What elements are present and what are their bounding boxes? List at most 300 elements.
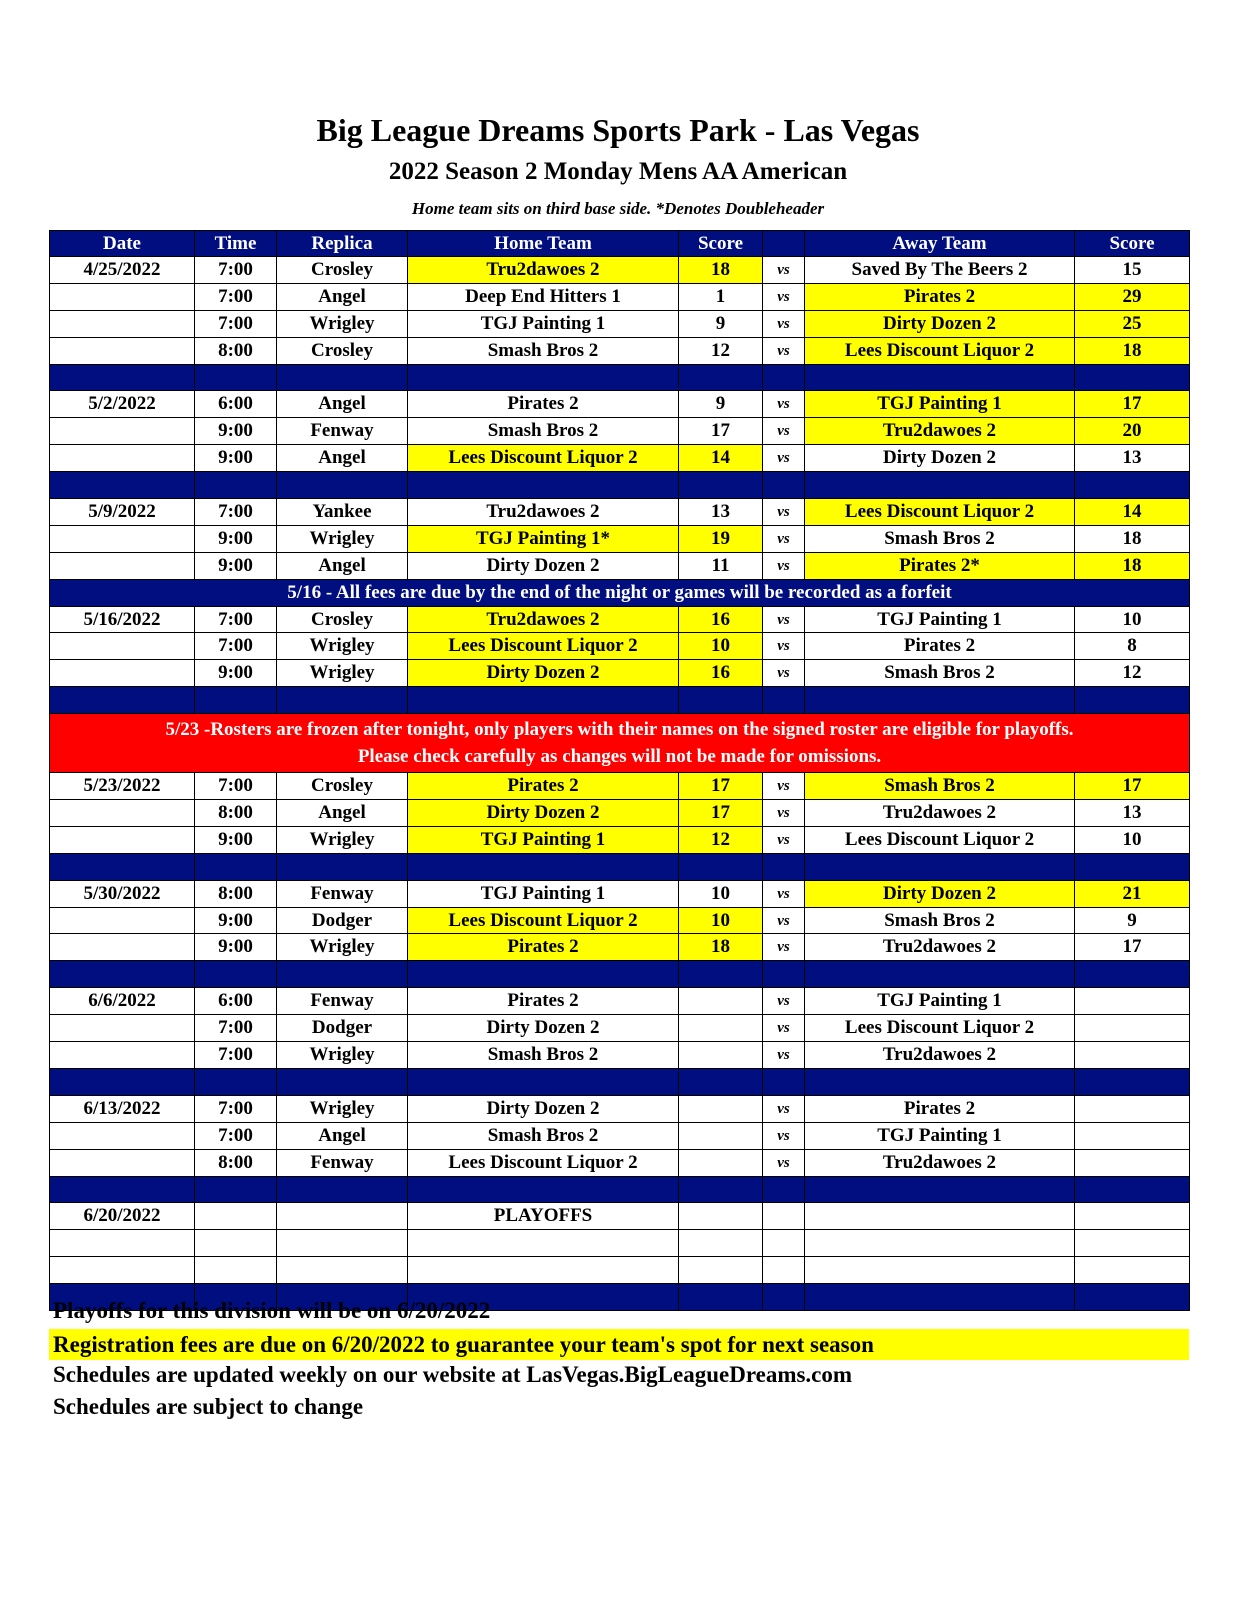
away-score-cell: 10 (1075, 826, 1190, 853)
away-score-cell (1075, 988, 1190, 1015)
time-cell: 8:00 (195, 880, 277, 907)
table-cell (408, 1068, 679, 1095)
table-cell (679, 1284, 763, 1311)
table-cell (805, 853, 1075, 880)
home-team-cell: Smash Bros 2 (408, 418, 679, 445)
vs-cell: vs (763, 418, 805, 445)
date-cell (50, 283, 195, 310)
table-cell (1075, 1257, 1190, 1284)
table-cell (679, 1257, 763, 1284)
column-header: Replica (277, 231, 408, 257)
away-score-cell: 14 (1075, 499, 1190, 526)
game-row (50, 800, 1190, 827)
away-score-cell: 17 (1075, 391, 1190, 418)
table-cell (763, 1257, 805, 1284)
home-score-cell: 17 (679, 418, 763, 445)
game-row (50, 660, 1190, 687)
home-score-cell: 18 (679, 257, 763, 284)
away-team-cell: Saved By The Beers 2 (805, 257, 1075, 284)
away-score-cell: 18 (1075, 525, 1190, 552)
away-team-cell: Pirates 2 (805, 283, 1075, 310)
game-row (50, 418, 1190, 445)
away-team-cell: TGJ Painting 1 (805, 606, 1075, 633)
home-team-cell: Smash Bros 2 (408, 337, 679, 364)
table-cell (679, 961, 763, 988)
away-score-cell: 18 (1075, 552, 1190, 579)
date-cell: 4/25/2022 (50, 257, 195, 284)
date-cell (50, 907, 195, 934)
home-team-cell: Dirty Dozen 2 (408, 1015, 679, 1042)
table-cell (277, 687, 408, 714)
time-cell: 7:00 (195, 633, 277, 660)
away-score-cell (1075, 1015, 1190, 1042)
away-team-cell: Tru2dawoes 2 (805, 418, 1075, 445)
separator-row (50, 364, 1190, 391)
away-score-cell: 15 (1075, 257, 1190, 284)
time-cell: 9:00 (195, 907, 277, 934)
column-header: Score (1075, 231, 1190, 257)
home-team-cell: Dirty Dozen 2 (408, 552, 679, 579)
vs-cell: vs (763, 606, 805, 633)
alert-message (50, 714, 1190, 773)
vs-cell: vs (763, 499, 805, 526)
table-cell (408, 1230, 679, 1257)
away-team-cell: Dirty Dozen 2 (805, 445, 1075, 472)
notice-row (50, 579, 1190, 606)
vs-cell: vs (763, 445, 805, 472)
separator-row (50, 1176, 1190, 1203)
table-cell (763, 1230, 805, 1257)
away-team-cell: Tru2dawoes 2 (805, 800, 1075, 827)
table-cell (277, 853, 408, 880)
page-note: Home team sits on third base side. *Denotes Doubleheader (411, 199, 825, 218)
empty-row (50, 1257, 1190, 1284)
away-score-cell: 17 (1075, 773, 1190, 800)
vs-cell: vs (763, 1149, 805, 1176)
table-cell (195, 853, 277, 880)
vs-cell: vs (763, 1095, 805, 1122)
date-cell (50, 310, 195, 337)
home-score-cell: 17 (679, 773, 763, 800)
date-cell (50, 1122, 195, 1149)
time-cell: 7:00 (195, 1042, 277, 1069)
away-score-cell: 20 (1075, 418, 1190, 445)
home-score-cell: 16 (679, 606, 763, 633)
game-row (50, 880, 1190, 907)
date-cell: 6/13/2022 (50, 1095, 195, 1122)
table-cell (805, 1230, 1075, 1257)
time-cell: 6:00 (195, 391, 277, 418)
game-row (50, 499, 1190, 526)
separator-row (50, 472, 1190, 499)
date-cell (50, 800, 195, 827)
table-cell (50, 1176, 195, 1203)
away-score-cell: 9 (1075, 907, 1190, 934)
date-cell (50, 552, 195, 579)
table-cell (50, 961, 195, 988)
away-team-cell: TGJ Painting 1 (805, 1122, 1075, 1149)
date-cell (50, 418, 195, 445)
footer-playoffs-note: Playoffs for this division will be on 6/20/2022 (53, 1298, 491, 1323)
time-cell: 7:00 (195, 283, 277, 310)
away-score-cell: 21 (1075, 880, 1190, 907)
field-cell (277, 1203, 408, 1230)
game-row (50, 1015, 1190, 1042)
time-cell: 9:00 (195, 660, 277, 687)
time-cell: 9:00 (195, 525, 277, 552)
date-cell: 5/9/2022 (50, 499, 195, 526)
date-cell (50, 337, 195, 364)
home-team-cell: Tru2dawoes 2 (408, 499, 679, 526)
date-cell (50, 445, 195, 472)
home-score-cell (679, 1042, 763, 1069)
table-cell (805, 364, 1075, 391)
table-cell (408, 364, 679, 391)
table-cell (1075, 1176, 1190, 1203)
home-score-cell: 11 (679, 552, 763, 579)
table-cell (1075, 1068, 1190, 1095)
field-cell: Angel (277, 800, 408, 827)
home-team-cell: Pirates 2 (408, 988, 679, 1015)
vs-cell: vs (763, 310, 805, 337)
home-score-cell: 14 (679, 445, 763, 472)
table-cell (805, 1257, 1075, 1284)
game-row (50, 552, 1190, 579)
table-header-row (50, 231, 1190, 257)
vs-cell: vs (763, 525, 805, 552)
time-cell: 9:00 (195, 418, 277, 445)
field-cell: Angel (277, 445, 408, 472)
table-cell (408, 853, 679, 880)
table-cell (50, 472, 195, 499)
time-cell: 7:00 (195, 773, 277, 800)
table-cell (763, 1284, 805, 1311)
field-cell: Angel (277, 391, 408, 418)
home-score-cell: 1 (679, 283, 763, 310)
away-team-cell: Lees Discount Liquor 2 (805, 1015, 1075, 1042)
vs-cell: vs (763, 337, 805, 364)
home-score-cell (679, 988, 763, 1015)
away-score-cell: 25 (1075, 310, 1190, 337)
game-row (50, 826, 1190, 853)
column-header: Home Team (408, 231, 679, 257)
field-cell: Fenway (277, 1149, 408, 1176)
date-cell (50, 1015, 195, 1042)
away-score-cell: 8 (1075, 633, 1190, 660)
time-cell: 8:00 (195, 1149, 277, 1176)
time-cell: 7:00 (195, 606, 277, 633)
game-row (50, 907, 1190, 934)
home-score-cell: 10 (679, 880, 763, 907)
home-score-cell: 13 (679, 499, 763, 526)
table-cell (50, 687, 195, 714)
page-title: Big League Dreams Sports Park - Las Vegas (316, 112, 920, 148)
away-team-cell: Dirty Dozen 2 (805, 880, 1075, 907)
away-team-cell: Pirates 2 (805, 1095, 1075, 1122)
column-header: Date (50, 231, 195, 257)
away-score-cell: 13 (1075, 445, 1190, 472)
table-cell (195, 1176, 277, 1203)
game-row (50, 934, 1190, 961)
table-cell (679, 472, 763, 499)
column-header: Away Team (805, 231, 1075, 257)
table-cell (763, 472, 805, 499)
table-cell (679, 687, 763, 714)
table-cell (805, 1176, 1075, 1203)
time-cell: 9:00 (195, 552, 277, 579)
home-team-cell: Dirty Dozen 2 (408, 660, 679, 687)
away-team-cell: Dirty Dozen 2 (805, 310, 1075, 337)
home-score-cell: 10 (679, 633, 763, 660)
table-cell (805, 1284, 1075, 1311)
time-cell: 7:00 (195, 1095, 277, 1122)
away-score-cell: 13 (1075, 800, 1190, 827)
empty-row (50, 1230, 1190, 1257)
table-cell (195, 961, 277, 988)
table-cell (277, 1176, 408, 1203)
home-score-cell (679, 1015, 763, 1042)
vs-cell: vs (763, 1122, 805, 1149)
game-row (50, 525, 1190, 552)
game-row (50, 773, 1190, 800)
footer-change-note: Schedules are subject to change (53, 1394, 364, 1419)
table-cell (50, 1230, 195, 1257)
field-cell: Angel (277, 552, 408, 579)
away-team-cell: Pirates 2* (805, 552, 1075, 579)
date-cell: 6/6/2022 (50, 988, 195, 1015)
vs-cell: vs (763, 907, 805, 934)
vs-cell: vs (763, 1042, 805, 1069)
away-team-cell: Tru2dawoes 2 (805, 1149, 1075, 1176)
table-cell (763, 961, 805, 988)
time-cell: 7:00 (195, 310, 277, 337)
notice-text: 5/16 - All fees are due by the end of the night or games will be recorded as a forfeit (50, 579, 1190, 606)
table-cell (679, 364, 763, 391)
away-score-cell: 10 (1075, 606, 1190, 633)
date-cell: 5/16/2022 (50, 606, 195, 633)
field-cell: Fenway (277, 418, 408, 445)
away-team-cell: Smash Bros 2 (805, 525, 1075, 552)
table-cell (1075, 1284, 1190, 1311)
date-cell: 5/30/2022 (50, 880, 195, 907)
home-score-cell: 19 (679, 525, 763, 552)
game-row (50, 445, 1190, 472)
game-row (50, 606, 1190, 633)
table-cell (50, 1257, 195, 1284)
date-cell (50, 1042, 195, 1069)
home-team-cell: Smash Bros 2 (408, 1042, 679, 1069)
column-header (763, 231, 805, 257)
vs-cell: vs (763, 257, 805, 284)
vs-cell: vs (763, 633, 805, 660)
time-cell: 9:00 (195, 445, 277, 472)
game-row (50, 988, 1190, 1015)
home-team-cell: Smash Bros 2 (408, 1122, 679, 1149)
home-team-cell: Dirty Dozen 2 (408, 1095, 679, 1122)
away-score-cell (1075, 1203, 1190, 1230)
table-cell (408, 1257, 679, 1284)
table-cell (679, 1230, 763, 1257)
home-team-cell: Lees Discount Liquor 2 (408, 445, 679, 472)
game-row (50, 1095, 1190, 1122)
date-cell (50, 826, 195, 853)
table-cell (195, 1257, 277, 1284)
playoff-row (50, 1203, 1190, 1230)
time-cell: 8:00 (195, 800, 277, 827)
date-cell: 6/20/2022 (50, 1203, 195, 1230)
away-team-cell: Smash Bros 2 (805, 773, 1075, 800)
home-score-cell (679, 1122, 763, 1149)
time-cell: 7:00 (195, 1122, 277, 1149)
date-cell: 5/2/2022 (50, 391, 195, 418)
table-cell (408, 472, 679, 499)
table-cell (50, 853, 195, 880)
away-team-cell: Lees Discount Liquor 2 (805, 826, 1075, 853)
date-cell (50, 660, 195, 687)
vs-cell: vs (763, 988, 805, 1015)
vs-cell: vs (763, 934, 805, 961)
home-score-cell (679, 1095, 763, 1122)
home-score-cell (679, 1149, 763, 1176)
footer-registration-note: Registration fees are due on 6/20/2022 to guarantee your team's spot for next season (49, 1329, 1189, 1360)
field-cell: Wrigley (277, 660, 408, 687)
field-cell: Wrigley (277, 525, 408, 552)
table-cell (763, 1176, 805, 1203)
home-team-cell: Dirty Dozen 2 (408, 800, 679, 827)
home-score-cell: 18 (679, 934, 763, 961)
table-cell (408, 1176, 679, 1203)
home-team-cell: Lees Discount Liquor 2 (408, 633, 679, 660)
table-cell (763, 687, 805, 714)
home-team-cell: TGJ Painting 1 (408, 310, 679, 337)
game-row (50, 310, 1190, 337)
table-cell (1075, 364, 1190, 391)
home-team-cell: PLAYOFFS (408, 1203, 679, 1230)
vs-cell: vs (763, 800, 805, 827)
game-row (50, 1042, 1190, 1069)
home-team-cell: Tru2dawoes 2 (408, 606, 679, 633)
time-cell: 9:00 (195, 934, 277, 961)
away-team-cell (805, 1203, 1075, 1230)
home-score-cell: 16 (679, 660, 763, 687)
table-cell (277, 961, 408, 988)
date-cell (50, 934, 195, 961)
field-cell: Wrigley (277, 310, 408, 337)
away-score-cell (1075, 1042, 1190, 1069)
table-cell (195, 687, 277, 714)
away-team-cell: Smash Bros 2 (805, 660, 1075, 687)
field-cell: Wrigley (277, 633, 408, 660)
field-cell: Dodger (277, 1015, 408, 1042)
away-score-cell: 12 (1075, 660, 1190, 687)
home-score-cell: 17 (679, 800, 763, 827)
field-cell: Crosley (277, 337, 408, 364)
time-cell (195, 1203, 277, 1230)
table-cell (679, 1068, 763, 1095)
home-team-cell: Pirates 2 (408, 934, 679, 961)
away-team-cell: TGJ Painting 1 (805, 391, 1075, 418)
table-cell (50, 364, 195, 391)
field-cell: Dodger (277, 907, 408, 934)
alert-row (50, 714, 1190, 773)
table-cell (195, 1230, 277, 1257)
vs-cell (763, 1203, 805, 1230)
vs-cell: vs (763, 826, 805, 853)
game-row (50, 257, 1190, 284)
game-row (50, 337, 1190, 364)
home-team-cell: TGJ Painting 1 (408, 880, 679, 907)
table-cell (277, 1230, 408, 1257)
table-cell (50, 1068, 195, 1095)
time-cell: 7:00 (195, 257, 277, 284)
vs-cell: vs (763, 552, 805, 579)
table-cell (195, 472, 277, 499)
home-team-cell: Tru2dawoes 2 (408, 257, 679, 284)
table-cell (805, 472, 1075, 499)
table-cell (1075, 472, 1190, 499)
time-cell: 7:00 (195, 499, 277, 526)
home-team-cell: Pirates 2 (408, 773, 679, 800)
separator-row (50, 1068, 1190, 1095)
vs-cell: vs (763, 391, 805, 418)
field-cell: Wrigley (277, 934, 408, 961)
field-cell: Fenway (277, 880, 408, 907)
field-cell: Wrigley (277, 1095, 408, 1122)
separator-row (50, 687, 1190, 714)
away-score-cell: 29 (1075, 283, 1190, 310)
away-team-cell: Tru2dawoes 2 (805, 934, 1075, 961)
vs-cell: vs (763, 1015, 805, 1042)
field-cell: Wrigley (277, 826, 408, 853)
table-cell (408, 687, 679, 714)
table-cell (1075, 687, 1190, 714)
table-cell (679, 1176, 763, 1203)
home-team-cell: Pirates 2 (408, 391, 679, 418)
date-cell: 5/23/2022 (50, 773, 195, 800)
table-cell (277, 364, 408, 391)
time-cell: 8:00 (195, 337, 277, 364)
home-score-cell: 12 (679, 826, 763, 853)
table-cell (195, 1068, 277, 1095)
home-score-cell: 10 (679, 907, 763, 934)
vs-cell: vs (763, 880, 805, 907)
away-team-cell: Lees Discount Liquor 2 (805, 499, 1075, 526)
away-score-cell: 18 (1075, 337, 1190, 364)
separator-row (50, 853, 1190, 880)
alert-line: Please check carefully as changes will not be made for omissions. (357, 746, 882, 768)
page-subtitle: 2022 Season 2 Monday Mens AA American (388, 158, 848, 185)
time-cell: 9:00 (195, 826, 277, 853)
table-cell (408, 961, 679, 988)
schedule-table (49, 230, 1190, 1311)
game-row (50, 633, 1190, 660)
home-team-cell: TGJ Painting 1* (408, 525, 679, 552)
footer-website-note: Schedules are updated weekly on our website at LasVegas.BigLeagueDreams.com (53, 1362, 853, 1387)
table-cell (1075, 853, 1190, 880)
away-team-cell: Tru2dawoes 2 (805, 1042, 1075, 1069)
vs-cell: vs (763, 660, 805, 687)
date-cell (50, 1149, 195, 1176)
date-cell (50, 633, 195, 660)
time-cell: 7:00 (195, 1015, 277, 1042)
home-team-cell: TGJ Painting 1 (408, 826, 679, 853)
away-score-cell (1075, 1122, 1190, 1149)
away-team-cell: TGJ Painting 1 (805, 988, 1075, 1015)
home-team-cell: Deep End Hitters 1 (408, 283, 679, 310)
field-cell: Crosley (277, 257, 408, 284)
table-cell (763, 1068, 805, 1095)
field-cell: Crosley (277, 606, 408, 633)
